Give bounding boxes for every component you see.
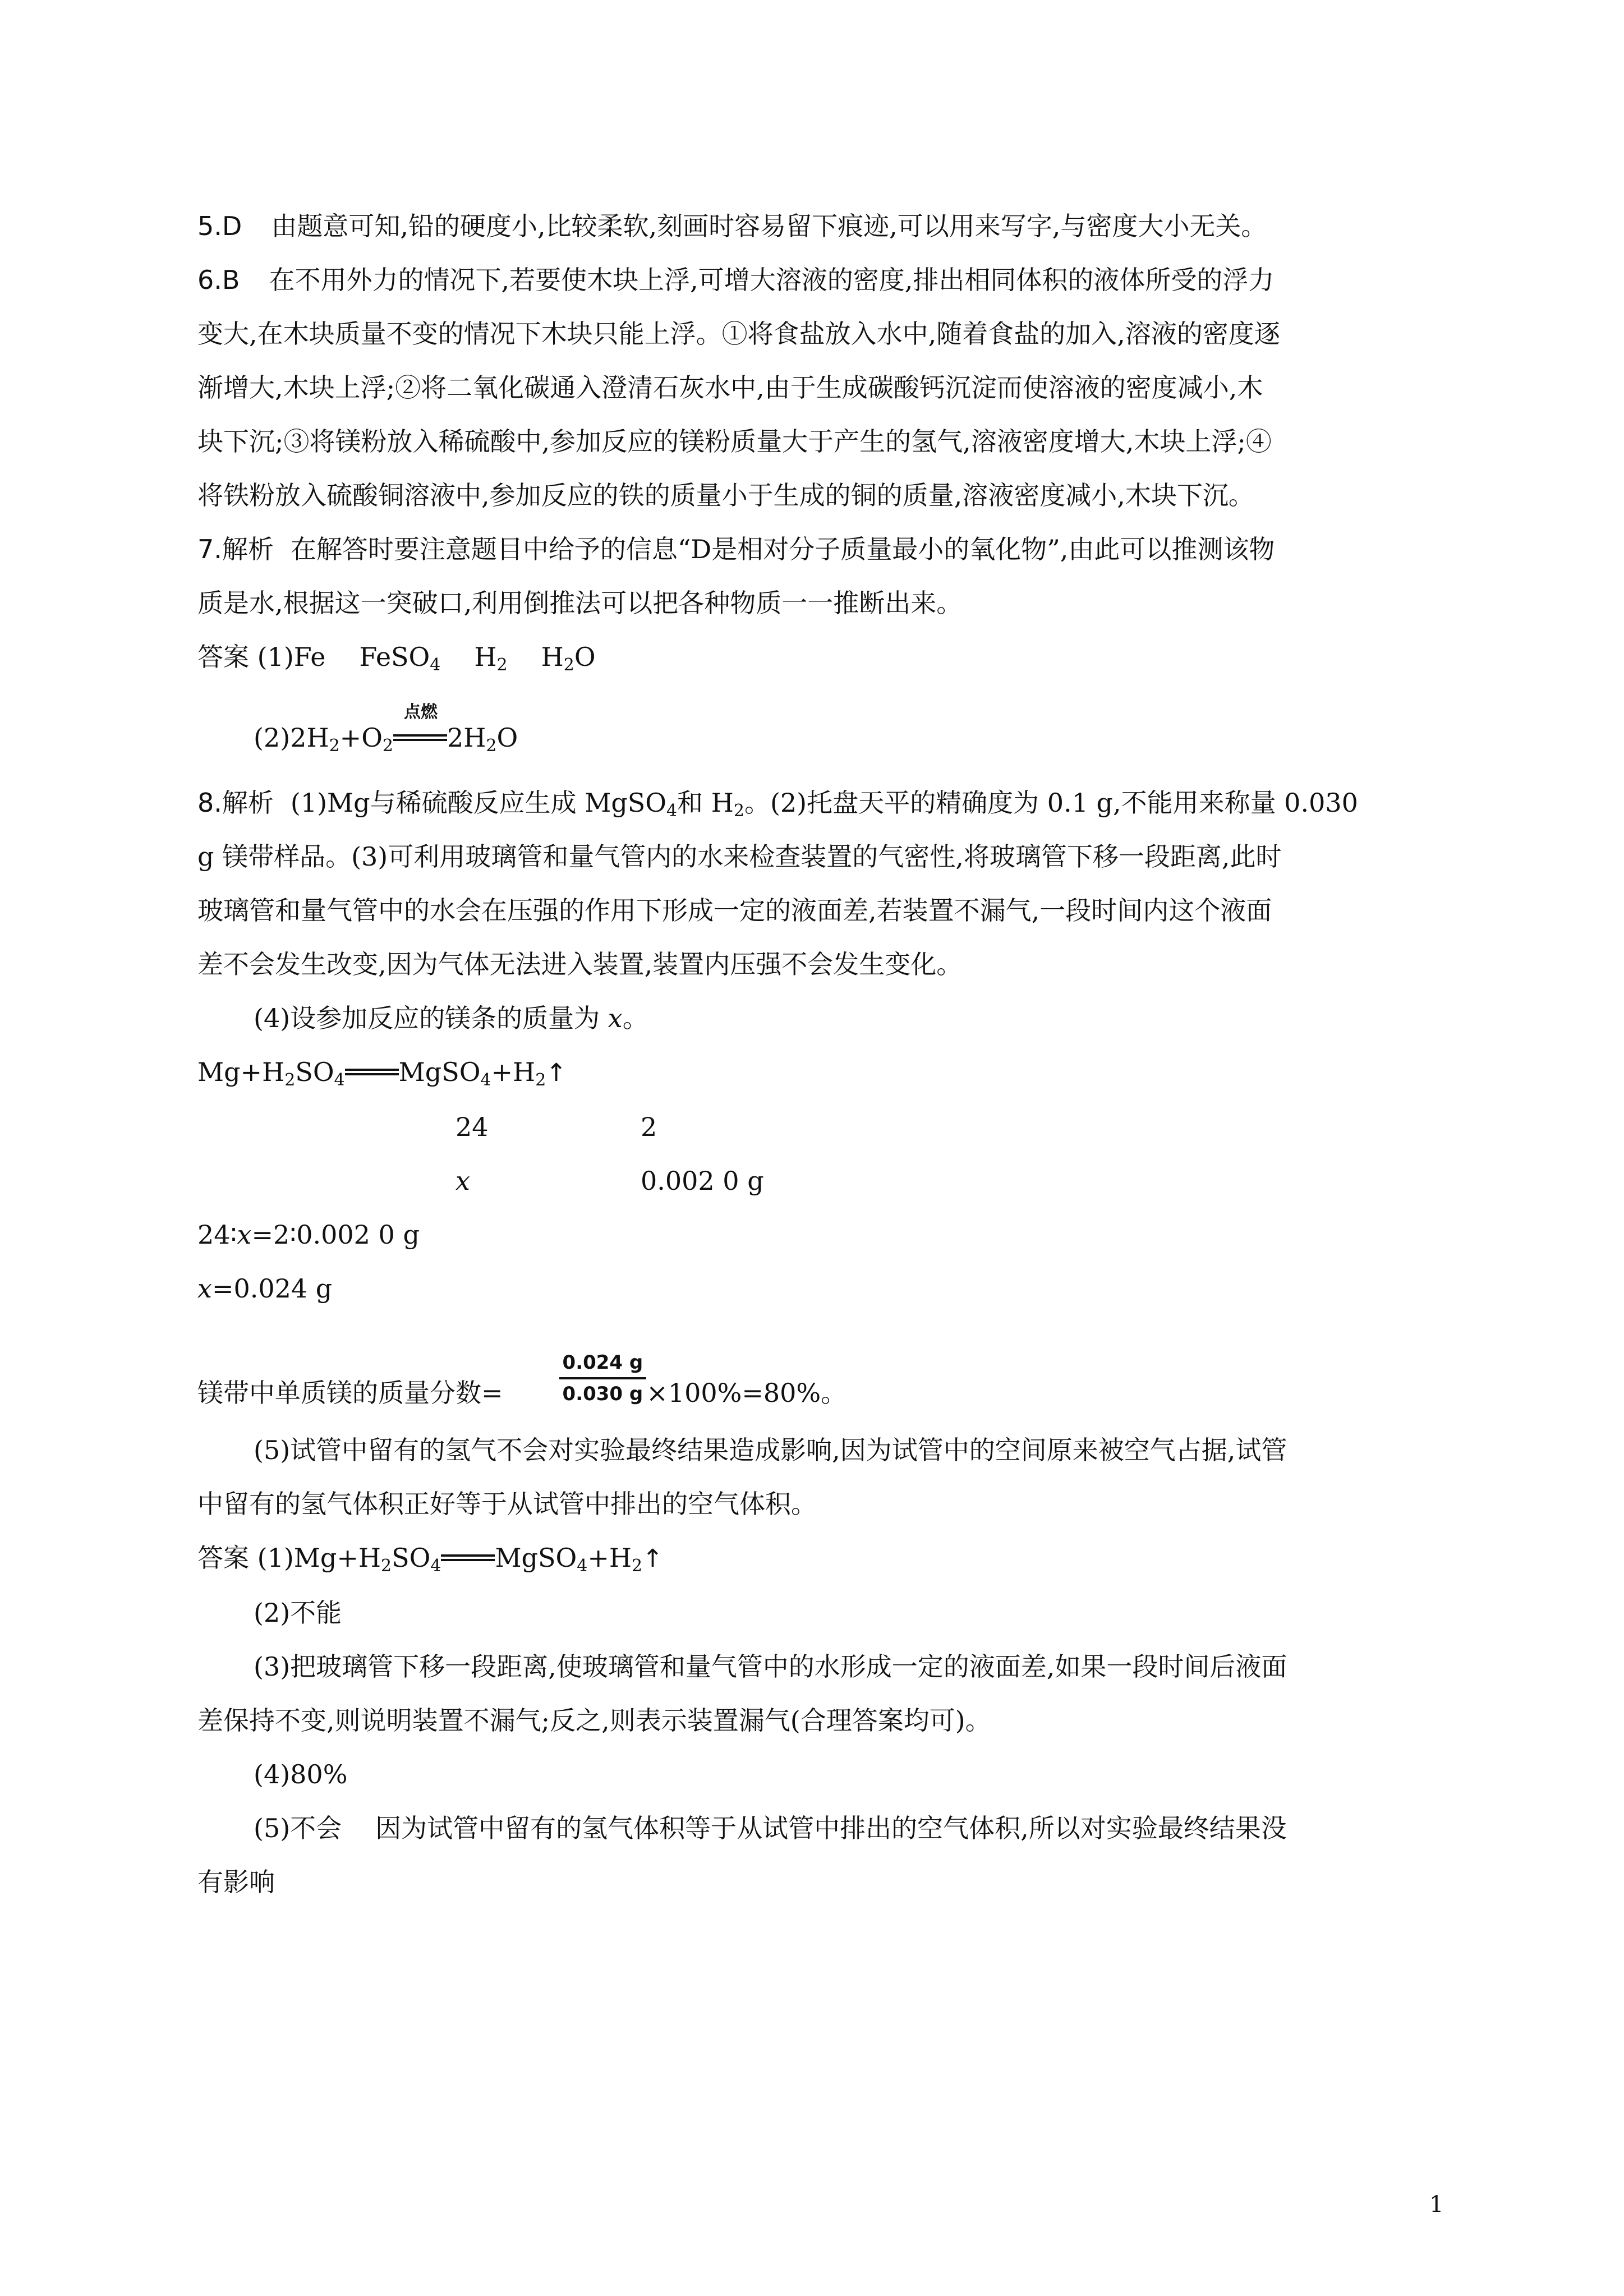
q8-answer-5-line-2: 有影响: [197, 1867, 275, 1897]
q8-answer-label: 答案: [197, 1543, 249, 1573]
q6-text: 在不用外力的情况下,若要使木块上浮,可增大溶液的密度,排出相同体积的液体所受的浮力: [269, 265, 1275, 295]
q6-answer: B: [222, 265, 240, 295]
reaction-equals-sign: [393, 702, 447, 744]
q7-ans1-mark: (1): [257, 642, 294, 672]
q7-line-1: [197, 522, 1437, 576]
answer-equals-sign: [441, 1551, 495, 1565]
fraction: $\frac{0.024 g}{0.030 g}$: [559, 1350, 647, 1406]
reaction-condition: 点燃: [404, 702, 438, 722]
q8-analysis-label: 解析: [222, 788, 274, 818]
q7-number: 7.: [197, 534, 222, 564]
q7-answer-1: [197, 630, 1437, 684]
q6-line-4: 块下沉;③将镁粉放入稀硫酸中,参加反应的镁粉质量大于产生的氢气,溶液密度增大,木块上浮;④: [197, 426, 1272, 457]
q7-answer-label: 答案: [197, 642, 249, 672]
q7-analysis-label: 解析: [222, 534, 274, 564]
q7-ans1-a: Fe: [293, 642, 326, 672]
q7-analysis-text: 在解答时要注意题目中给予的信息“D是相对分子质量最小的氧化物”,由此可以推测该物: [290, 534, 1275, 564]
q8-answer-3-line-2: 差保持不变,则说明装置不漏气;反之,则表示装置漏气(合理答案均可)。: [197, 1705, 991, 1736]
q8-line-4: 差不会发生改变,因为气体无法进入装置,装置内压强不会发生变化。: [197, 949, 963, 979]
q8-line-2: g 镁带样品。(3)可利用玻璃管和量气管内的水来检查装置的气密性,将玻璃管下移一段距离,此时: [197, 841, 1282, 872]
q6-line-3: 渐增大,木块上浮;②将二氧化碳通入澄清石灰水中,由于生成碳酸钙沉淀而使溶液的密度减小,木: [197, 372, 1263, 403]
q7-ans1-b: FeSO$_4$: [359, 642, 441, 675]
page-number: 1: [1429, 2192, 1444, 2217]
q6-line-1: [197, 253, 1437, 307]
q8-analysis-text: (1)Mg与稀硫酸反应生成 MgSO$_4$和 $H_2$。(2)托盘天平的精确度为 0.1 g,不能用来称量 0.030: [290, 788, 1358, 821]
q7-ans1-c: $H_2$: [474, 642, 508, 675]
gas-arrow-icon: ↑: [546, 1059, 567, 1087]
gas-arrow-icon: ↑: [642, 1544, 663, 1573]
q5-line: [197, 199, 1437, 253]
q8-line-1: [197, 776, 1437, 830]
q5-number: 5.: [197, 211, 222, 241]
q8-answer-3-line-1: (3)把玻璃管下移一段距离,使玻璃管和量气管中的水形成一定的液面差,如果一段时间后液面: [254, 1651, 1287, 1682]
document-body: [197, 199, 1437, 1909]
q7-ans2-equation: $2H_2+O_2$ 点燃 $2H_2O$: [290, 702, 518, 756]
q8-equation: $Mg+H_2SO_4$ $MgSO_4+H_2↑$: [197, 1057, 567, 1090]
q8-part4: (4)设参加反应的镁条的质量为 x。: [254, 1003, 648, 1033]
q8-mass-fraction: 镁带中单质镁的质量分数= $\frac{0.024 g}{0.030 g}$ ×100%=80%。: [197, 1351, 847, 1408]
equation-equals-sign: [345, 1065, 399, 1079]
q7-answer-2: [197, 702, 1437, 765]
q8-number: 8.: [197, 788, 222, 818]
q8-answer-5-line-1: (5)不会 因为试管中留有的氢气体积等于从试管中排出的空气体积,所以对实验最终结果没: [254, 1813, 1287, 1843]
q7-line-2: 质是水,根据这一突破口,利用倒推法可以把各种物质一一推断出来。: [197, 588, 963, 618]
q7-ans1-d: $H_2O$: [541, 642, 596, 675]
q8-unknown-row: x 0.002 0 g: [456, 1166, 764, 1196]
q8-answer-4: (4)80%: [254, 1759, 348, 1789]
q8-line-3: 玻璃管和量气管中的水会在压强的作用下形成一定的液面差,若装置不漏气,一段时间内这个液面: [197, 895, 1272, 926]
q6-line-2: 变大,在木块质量不变的情况下木块只能上浮。①将食盐放入水中,随着食盐的加入,溶液的密度逐: [197, 319, 1280, 349]
q8-part5-line-2: 中留有的氢气体积正好等于从试管中排出的空气体积。: [197, 1489, 817, 1519]
q6-number: 6.: [197, 265, 222, 295]
q8-result: x=0.024 g: [197, 1273, 333, 1304]
q8-proportion: 24∶x=2∶0.002 0 g: [197, 1220, 420, 1250]
q8-answer-2: (2)不能: [254, 1598, 342, 1628]
q5-text: 由题意可知,铅的硬度小,比较柔软,刻画时容易留下痕迹,可以用来写字,与密度大小无关。: [271, 211, 1267, 241]
q5-answer: D: [222, 211, 242, 241]
q6-line-5: 将铁粉放入硫酸铜溶液中,参加反应的铁的质量小于生成的铜的质量,溶液密度减小,木块下沉。: [197, 480, 1254, 510]
q7-ans2-mark: (2): [254, 723, 291, 753]
q8-part5-line-1: (5)试管中留有的氢气不会对实验最终结果造成影响,因为试管中的空间原来被空气占据,试管: [254, 1435, 1287, 1465]
q8-ratio-row: 24 2: [456, 1112, 657, 1142]
q8-answer-1: 答案 $(1)Mg+H_2SO_4$ $MgSO_4+H_2↑$: [197, 1543, 663, 1576]
